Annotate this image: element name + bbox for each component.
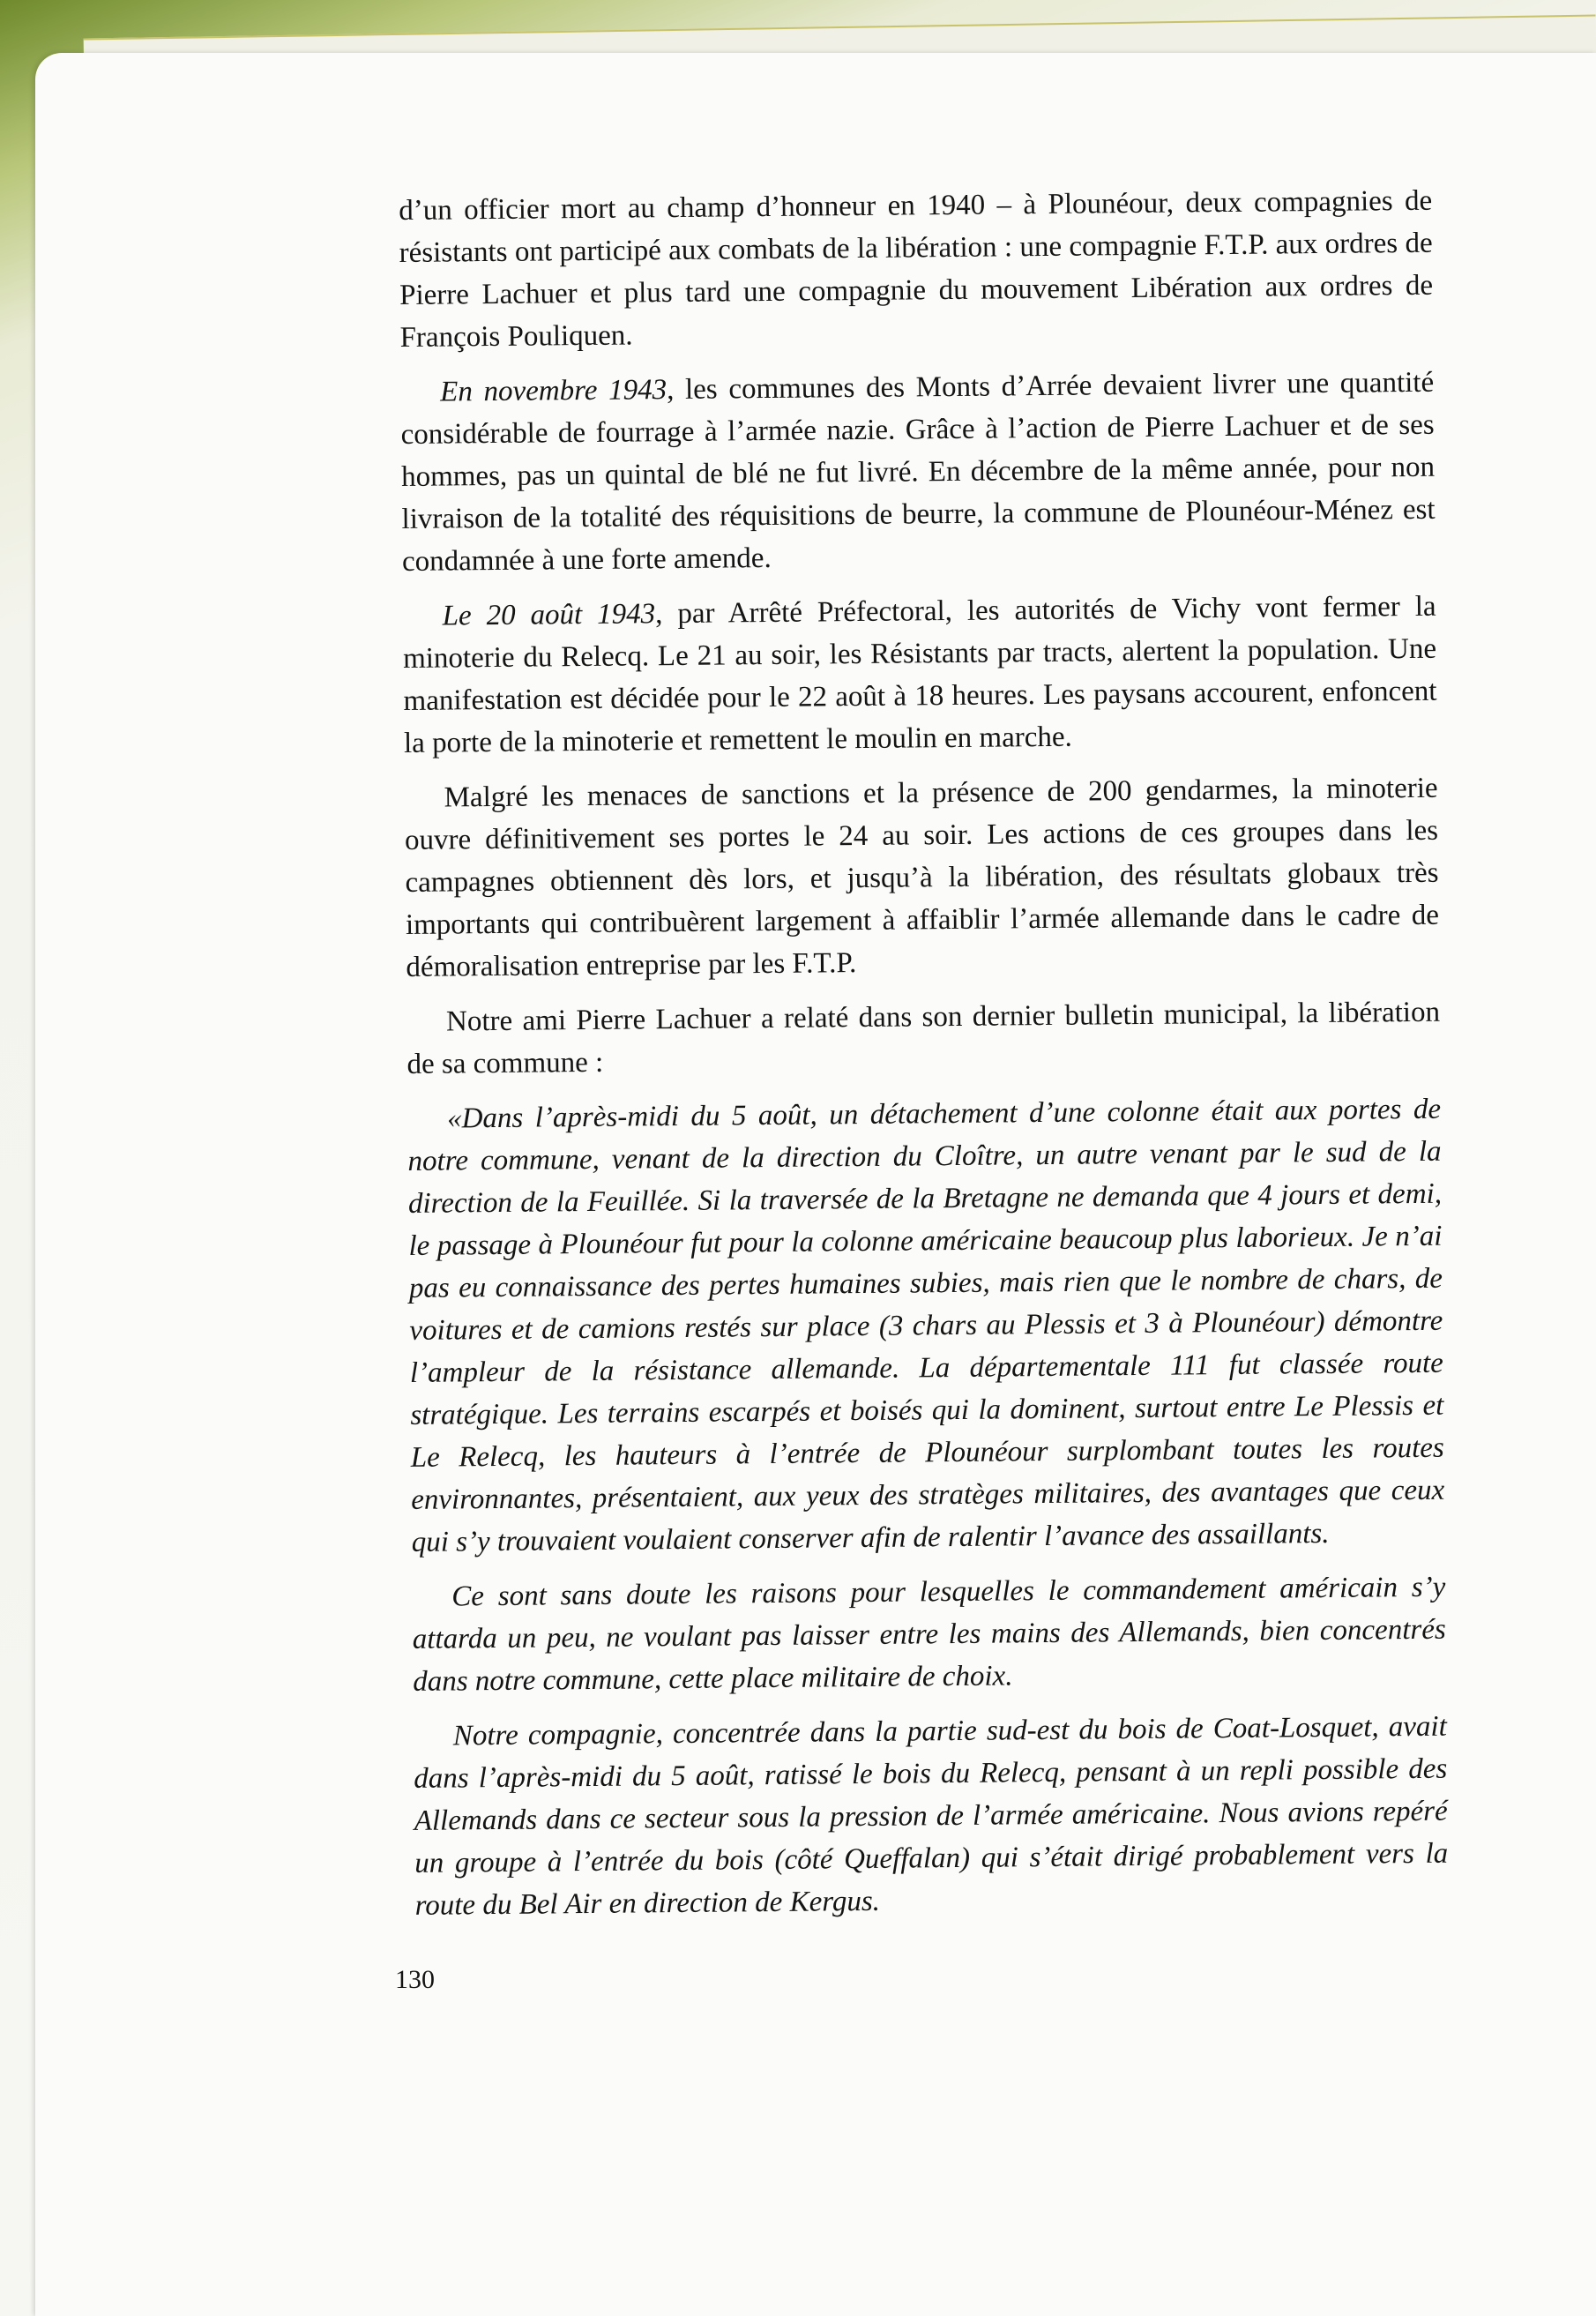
- quote-paragraph-2: Ce sont sans doute les raisons pour lesquelles le commandement américain s’y attarda un peu, ne voulant pas laisser entre les mains des Allemands, bien concentrés dans notre commune, cette place militaire de choix.: [412, 1571, 1446, 1698]
- paragraph-3: Le 20 août 1943, par Arrêté Préfectoral, les autorités de Vichy vont fermer la minoterie du Relecq. Le 21 au soir, les Résistants par tracts, alertent la population. Une manifestation est décidée pour le 22 août à 18 heures. Les paysans accourent, enfoncent la porte de la minoterie et remettent le moulin en marche.: [402, 590, 1437, 759]
- paragraph-5: Notre ami Pierre Lachuer a relaté dans son dernier bulletin municipal, la libération de sa commune :: [406, 996, 1441, 1080]
- page-number: 130: [395, 1965, 435, 1994]
- paragraph-2: En novembre 1943, les communes des Monts d’Arrée devaient livrer une quantité considérable de fourrage à l’armée nazie. Grâce à l’action de Pierre Lachuer et de ses hommes, pas un quintal de blé ne fut livré. En décembre de la même année, pour non livraison de la totalité des réquisitions de beurre, la commune de Plounéour-Ménez est condamnée à une forte amende.: [400, 366, 1436, 578]
- quote-paragraph-1: «Dans l’après-midi du 5 août, un détachement d’une colonne était aux portes de notre commune, venant de la direction du Cloître, un autre venant par le sud de la direction de la Feuillée. Si la traversée de la Bretagne ne demanda que 4 jours et demi, le passage à Plounéour fut pour la colonne américaine beaucoup plus laborieux. Je n’ai pas eu connaissance des pertes humaines subies, mais rien que le nombre de chars, de voitures et de camions restés sur place (3 chars au Plessis et 3 à Plounéour) démontre l’ampleur de la résistance allemande. La départementale 111 fut classée route stratégique. Les terrains escarpés et boisés qui la dominent, surtout entre Le Plessis et Le Relecq, les hauteurs à l’entrée de Plounéour surplombant toutes les routes environnantes, présentaient, aux yeux des stratèges militaires, des avantages que ceux qui s’y trouvaient voulaient conserver afin de ralentir l’avance des assaillants.: [407, 1093, 1445, 1558]
- paragraph-1: d’un officier mort au champ d’honneur en 1940 – à Plounéour, deux compagnies de résistants ont participé aux combats de la libération : une compagnie F.T.P. aux ordres de Pierre Lachuer et plus tard une compagnie du mouvement Libération aux ordres de François Pouliquen.: [399, 184, 1434, 354]
- body-text: [399, 180, 1449, 1939]
- paragraph-4: Malgré les menaces de sanctions et la présence de 200 gendarmes, la minoterie ouvre définitivement ses portes le 24 au soir. Les actions de ces groupes dans les campagnes obtiennent dès lors, et jusqu’à la libération, des résultats globaux très importants qui contribuèrent largement à affaiblir l’armée allemande dans le cadre de démoralisation entreprise par les F.T.P.: [404, 772, 1440, 983]
- date-lead: En novembre 1943: [440, 374, 667, 408]
- quote-paragraph-3: Notre compagnie, concentrée dans la partie sud-est du bois de Coat-Losquet, avait dans l’après-midi du 5 août, ratissé le bois du Relecq, pensant à un repli possible des Allemands dans ce secteur sous la pression de l’armée américaine. Nous avions repéré un groupe à l’entrée du bois (côté Queffalan) qui s’était dirigé probablement vers la route du Bel Air en direction de Kergus.: [414, 1710, 1449, 1922]
- date-lead: Le 20 août 1943: [442, 598, 656, 632]
